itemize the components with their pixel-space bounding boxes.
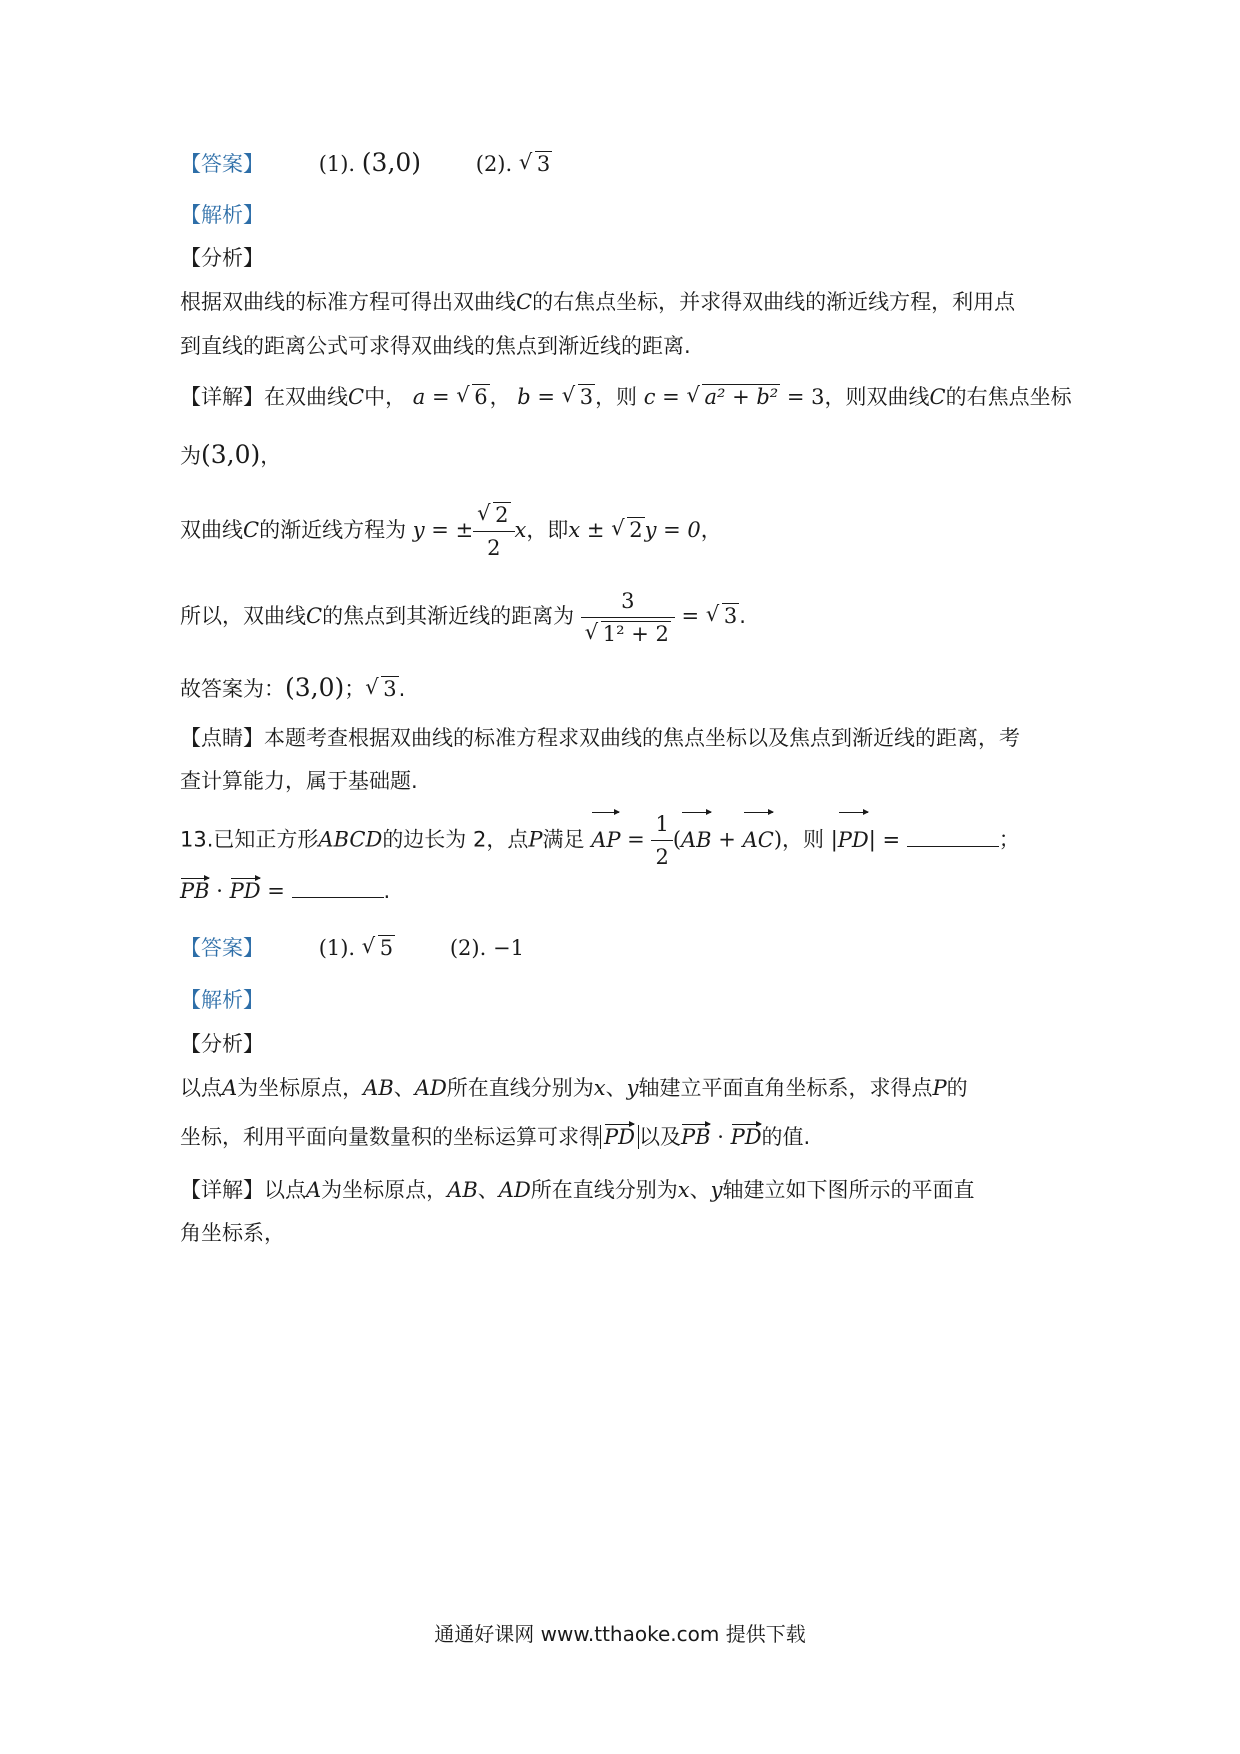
q13-stem-line1: 13.已知正方形ABCD的边长为 2，点P满足 AP = $\frac{1}{2}$ (AB + AC)，则 |PD| = ； — [180, 808, 1020, 873]
xiangjie-line2: 为(3,0)， — [180, 440, 282, 469]
answer-label: 【答案】 — [180, 152, 264, 176]
fenxi-text-line2: 到直线的距离公式可求得双曲线的焦点到渐近线的距离. — [180, 334, 691, 358]
answer-part1-label: (1). — [318, 152, 356, 176]
dianjing-line2: 查计算能力，属于基础题. — [180, 769, 418, 793]
q13-fenxi-line1: 以点A为坐标原点，AB、AD所在直线分别为x、y轴建立平面直角坐标系，求得点P的 — [180, 1076, 968, 1100]
jiexi-label: 【解析】 — [180, 203, 264, 227]
q12-answer-line — [180, 148, 552, 179]
asymptote-line: 双曲线C的渐近线方程为 y = ± √ $\frac{2}{2}$ x，即x ± √ 2y = 0， — [180, 498, 722, 564]
q13-xiangjie-line2: 角坐标系， — [180, 1221, 285, 1245]
answer-part2-label: (2). — [475, 152, 513, 176]
distance-line: 所以，双曲线C的焦点到其渐近线的距离为 3 √ 1² + 2 = √ 3. — [180, 584, 746, 650]
q13-fenxi-line2: 坐标，利用平面向量数量积的坐标运算可求得 PD 以及PB · PD的值. — [180, 1122, 810, 1152]
answer-label: 【答案】 — [180, 936, 264, 960]
xiangjie-line1: 【详解】在双曲线C中， a = √ 6， b = √ 3，则 c = √ a² + b² = 3，则双曲线C的右焦点坐标 — [180, 382, 1072, 412]
gu-answer-line: 故答案为：(3,0)；√ 3. — [180, 673, 405, 704]
answer-part2-value: √ 3 — [519, 149, 552, 179]
dianjing-line1: 【点睛】本题考查根据双曲线的标准方程求双曲线的焦点坐标以及焦点到渐近线的距离，考 — [180, 726, 1020, 750]
footer-text: 通通好课网 www.tthaoke.com 提供下载 — [434, 1622, 806, 1646]
q13-stem-line2: PB · PD = . — [180, 876, 390, 906]
jiexi-label: 【解析】 — [180, 988, 264, 1012]
q13-xiangjie-line1: 【详解】以点A为坐标原点，AB、AD所在直线分别为x、y轴建立如下图所示的平面直 — [180, 1178, 975, 1202]
answer-blank-2 — [292, 877, 384, 898]
answer-part1-value: (3,0) — [361, 148, 422, 177]
xiangjie-label: 【详解】 — [180, 385, 264, 409]
fenxi-label: 【分析】 — [180, 1032, 264, 1056]
fenxi-label: 【分析】 — [180, 246, 264, 270]
answer-blank-1 — [907, 826, 999, 847]
dianjing-label: 【点睛】 — [180, 726, 264, 750]
q13-answer-line: 【答案】 (1). √ 5 (2). −1 — [180, 933, 524, 963]
fenxi-text-line1: 根据双曲线的标准方程可得出双曲线C的右焦点坐标，并求得双曲线的渐近线方程，利用点 — [180, 290, 1016, 314]
